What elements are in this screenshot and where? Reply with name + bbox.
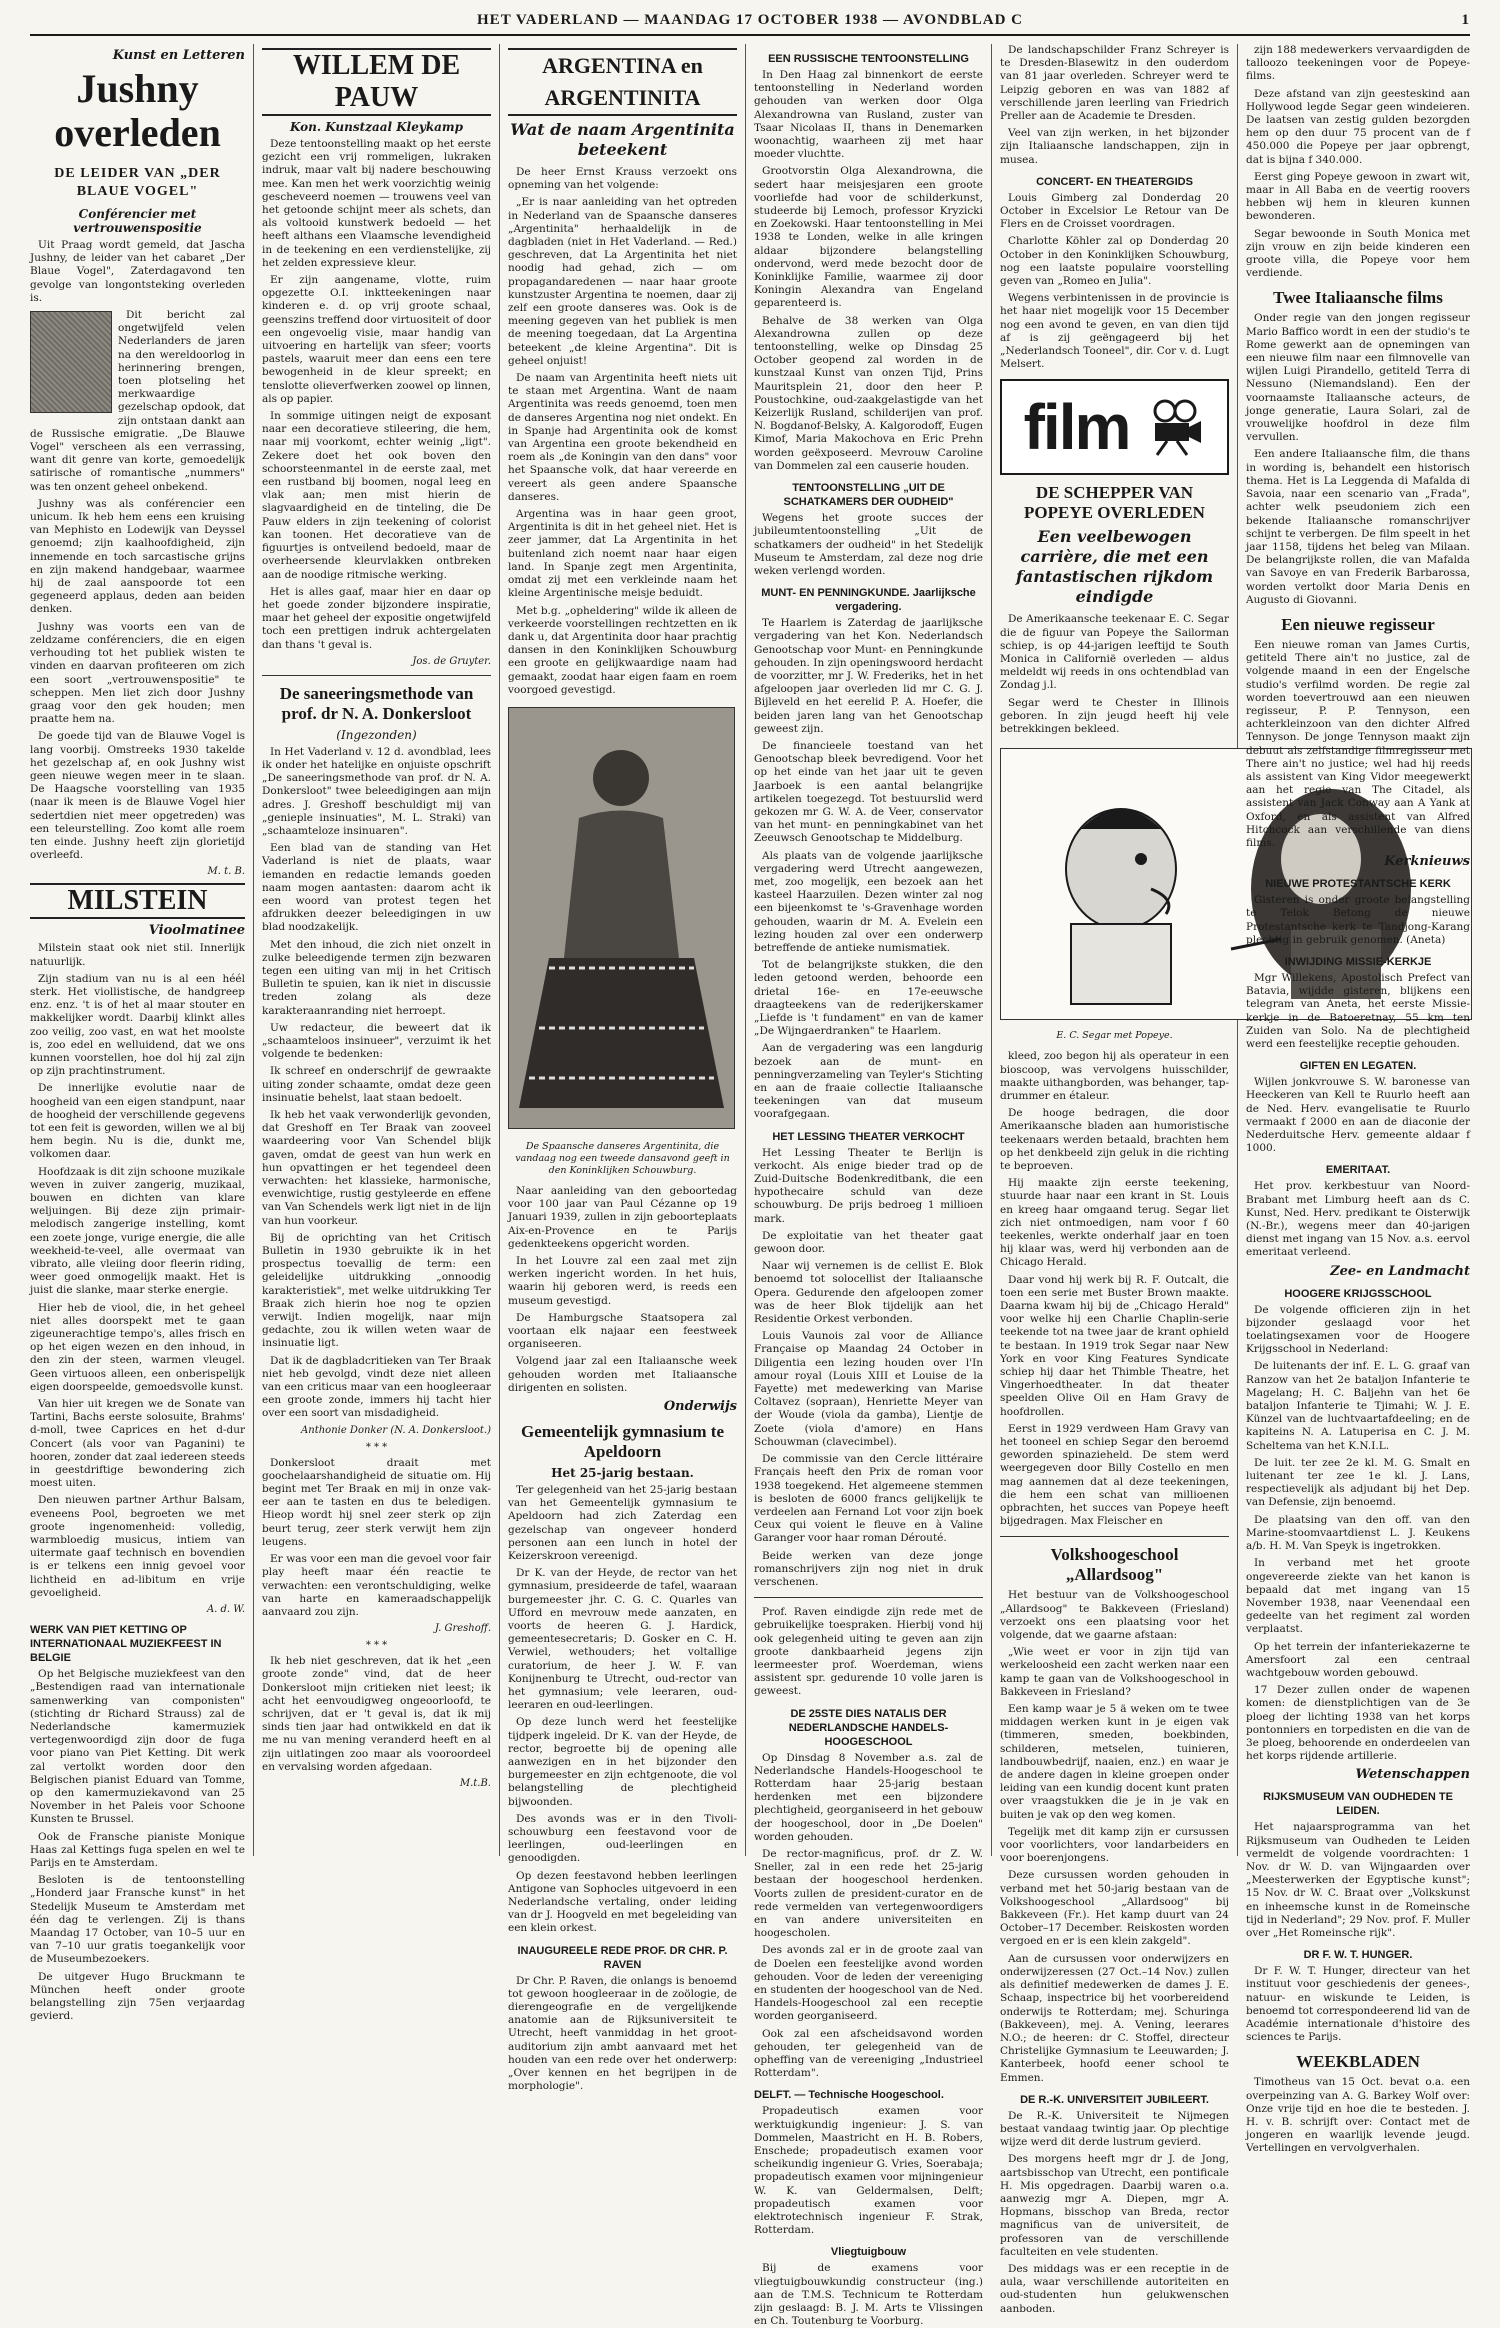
photo-caption: De Spaansche danseres Argentinita, die vandaag nog een tweede dansavond geeft in den Koninklijken Schouwburg. [515, 1140, 730, 1176]
article-subhead: Vioolmatinee [148, 923, 245, 939]
paragraph: De plaatsing van den off. van den Marine-stoomvaartdienst L. J. Keukens a/b. H. M. Van Speyk is ingetrokken. [1246, 1513, 1470, 1553]
paragraph: „Er is naar aanleiding van het optreden in Nederland van de Spaansche danseres „Argentinita" herhaaldelijk in de dagbladen (niet in Het Vaderland. — Red.) geschreven, dat La Argentinita het niet noodig had gehad, zich — om propagandaredenen — naar haar groote kunstzuster Argentina te noemen, daar zij zelf een groote danseres was. Ook is de meening gegeven van het publiek is men de meening toegedaan, dat La Argentina beteekent „de kleine Argentina". Dit is geheel onjuist! [508, 196, 737, 367]
paragraph: Hier heb de viool, die, in het geheel niet alles doorspekt met te gaan zigeunerachtige tempo's, alles frisch en op het eigen wezen en den inhoud, in den zin der steen, warmen vleugel. Geen virtuoos alleen, een onberispelijk eigen doorspeelde, gemoedsvolle kunst. [30, 1301, 245, 1393]
article-headline: DR F. W. T. HUNGER. [1303, 1949, 1413, 1962]
paragraph: Het prov. kerkbestuur van Noord-Brabant met Limburg heeft aan ds C. Kunst, Ned. Herv. predikant te Oisterwijk (N.-Br.), wegens meer dan 40-jarigen dienst met ingang van 15 Nov. a.s. eervol emeritaat verleend. [1246, 1180, 1470, 1259]
paragraph: Jushny was als conférencier een unicum. Ik heb hem eens een kruising van Mephisto en Lodewijk van Deyssel genoemd; zijn kaalhoofdigheid, zijn innemende en toch sarcastische grijns en zijn makend handgebaar, waarmee hij de zaal aanspoorde tot een gegeneerd applaus, deden aan beiden denken. [30, 497, 245, 616]
paragraph: De R.-K. Universiteit te Nijmegen bestaat vandaag twintig jaar. Op plechtige wijze werd dit derde lustrum gevierd. [1000, 2109, 1229, 2149]
article-subhead: Kon. Kunstzaal Kleykamp [289, 120, 464, 134]
paragraph: De uitgever Hugo Bruckmann te München heeft onder groote belangstelling zijn 75en verjaardag gevierd. [30, 1970, 245, 2023]
paragraph: Op Dinsdag 8 November a.s. zal de Nederlandsche Handels-Hoogeschool te Rotterdam haar 25-jarig bestaan herdenken met een bijzondere plechtigheid, georganiseerd in het gebouw der hoogeschool, door in „De Doelen" worden gehouden. [754, 1751, 983, 1843]
paragraph: Op het Belgische muziekfeest van den „Bestendigen raad van internationale samenwerking van componisten" (stichting dr Richard Strauss) zal de Nederlandsche kamermuziek vertegenwoordigd zijn door de fuga voor piano van Piet Ketting. Dit werk zal vertolkt worden door den Belgischen pianist Eduard van Tomme, op den kamermuziekavond van 25 November in het Paleis voor Schoone Kunsten te Brussel. [30, 1668, 245, 1826]
paragraph: De luitenants der inf. E. L. G. graaf van Ranzow van het 2e bataljon Infanterie te Magelang; H. C. Baljehn van het 6e bataljon Infanterie te Tjimahi; W. J. E. Künzel van de luchtvaartafdeeling; en de kapiteins N. A. Latuperisa en C. J. M. Scheltema van het K.N.I.L. [1246, 1360, 1470, 1452]
paragraph: Deze tentoonstelling maakt op het eerste gezicht een vrij rommeligen, lukraken indruk, maar valt bij nadere beschouwing mee. Kan men het werk voorzichtig weinig gescheveerd noemen — trouwens veel van het getoonde schijnt meer als schets, dan als voltooid kunstwerk bedoeld — het heeft althans een Vlaamsche levendigheid in de teekening en een verdienstelijke, zij het zelden expressieve kleur. [262, 138, 491, 269]
column-3 [508, 44, 737, 2093]
article-subhead: DE LEIDER VAN „DER BLAUE VOGEL" [54, 166, 221, 199]
paragraph: Een andere Italiaansche film, die thans in wording is, behandelt een historisch thema. Het is La Leggenda di Mafalda di Savoia, naar een scenario van „Frada", achter welk pseudoniem zich een bekende Italiaansche romanschrijver schijnt te verbergen. De film speelt in het jaar 1158, tijdens het beleg van Milaan. De belangrijkste rollen, die van Mafalda van Savoye en van Frederik Barbarossa, worden vertolkt door Maria Denis en Augusto di Giovanni. [1246, 448, 1470, 606]
paragraph: Hoofdzaak is dit zijn schoone muzikale weven in zuiver zangerig, muzikaal, bouwen en dichten van klare weljuingen. Bij deze zijn primair-melodisch zangerige instelling, komt een zoete jonge, vurige energie, die alle weekheid-te-veel, alle overmaat van vibrato, alle vleiing door fleerin riding, weer goed onmogelijk maakt. Het is juist die slanke, maar sterke energie. [30, 1165, 245, 1297]
paragraph: Dr Chr. P. Raven, die onlangs is benoemd tot gewoon hoogleeraar in de zoölogie, de dierengeografie en de vergelijkende anatomie aan de Rijksuniversiteit te Utrecht, heeft vanmiddag in het groot-auditorium zijn ambt aanvaard met het houden van een rede over het onderwerp: „Over kennen en het begrijpen in de morphologie". [508, 1974, 737, 2093]
article-headline: NIEUWE PROTESTANTSCHE KERK [1265, 878, 1451, 891]
paragraph: Met b.g. „opheldering" wilde ik alleen de verkeerde voorstellingen rechtzetten en ik dank u, dat Argentinita door haar prachtig dansen in den Koninklijken Schouwburg een groote en gelijkwaardige naam had gemaakt, zoodat haar eigen faam en roem voorgoed gevestigd. [508, 604, 737, 696]
paragraph: Op deze lunch werd het feestelijke tijdperk ingeleid. Dr K. van der Heyde, de rector, begroette bij de opening alle aanwezigen en in het bijzonder den burgemeester en zijn echtgenoote, die vol belangstelling de plechtigheid bijwoonden. [508, 1716, 737, 1808]
article-subhead: (Ingezonden) [336, 727, 417, 742]
article-headline: HET LESSING THEATER VERKOCHT [772, 1130, 965, 1143]
article-subhead: Wat de naam Argentinita beteekent [510, 120, 735, 159]
paragraph: Deze afstand van zijn geesteskind aan Hollywood legde Segar geen windeieren. De laatsen van zestig gulden bezorgden hem op den duur 75 procent van de f 450.000 die Popeye per jaar opbrengt, dat is bijna f 340.000. [1246, 87, 1470, 166]
paragraph: Milstein staat ook niet stil. Innerlijk natuurlijk. [30, 942, 245, 968]
film-section-banner [1000, 379, 1229, 475]
paragraph: Des avonds was er in den Tivoli-schouwburg een feestavond voor de leerlingen, oud-leerlingen en genoodigden. [508, 1812, 737, 1865]
article-headline: Jushny overleden [54, 66, 221, 155]
column-2 [262, 44, 491, 1856]
article-headline: WEEKBLADEN [1296, 2052, 1420, 2072]
paragraph: Uit Praag wordt gemeld, dat Jascha Jushny, de leider van het cabaret „Der Blaue Vogel", Zaterdagavond ten gevolge van longontsteking overleden is. [30, 239, 245, 304]
paragraph: Als plaats van de volgende jaarlijksche vergadering werd Utrecht aangewezen, met, zoo mogelijk, een bezoek aan het kasteel Haarzuilen. Dezen winter zal nog een bijeenkomst te 's-Gravenhage worden gehouden, waarin dr M. A. Evelein een lezing houden zal over een onderwerp betreffende de antieke numismatiek. [754, 849, 983, 954]
paragraph: Wijlen jonkvrouwe S. W. baronesse van Heeckeren van Kell te Ruurlo heeft aan de Ned. Herv. evangelisatie te Ruurlo vermaakt f 2000 en aan de diaconie der Nederduitsche Herv. gemeente aldaar f 1000. [1246, 1076, 1470, 1155]
separator-stars: * * * [365, 1640, 388, 1652]
paragraph: De exploitatie van het theater gaat gewoon door. [754, 1229, 983, 1256]
article-headline: Gemeentelijk gymnasium te Apeldoorn [520, 1421, 725, 1461]
paragraph: Op het terrein der infanteriekazerne te Amersfoort zal een centraal wachtgebouw worden gebouwd. [1246, 1640, 1470, 1679]
film-camera-icon [1145, 397, 1205, 457]
column-rule [253, 44, 254, 1856]
column-1 [30, 44, 245, 2023]
paragraph: Het is alles gaaf, maar hier en daar op het goede zonder bijzondere inspiratie, maar het geheel der expositie ongetwijfeld toch een prettigen indruk achtergelaten dan thans 't geval is. [262, 585, 491, 651]
paragraph: Donkersloot draait met goochelaarshandigheid de situatie om. Hij begint met Ter Braak en mij in onze vak-eer aan te tasten en dus te beledigen. Hieop wordt hij snel zeer sterk op zijn beurt terug, zeer sterk verwijt hem zijn leugens. [262, 1456, 491, 1548]
paragraph: Van hier uit kregen we de Sonate van Tartini, Bachs eerste solosuite, Brahms' d-moll, twee Caprices en het d-dur Concert (als voor van Paganini) te hooren, zonder dat zaal iedereen steeds in geestdriftige bewondering zich moest uiten. [30, 1398, 245, 1490]
article-headline: WERK VAN PIET KETTING OP INTERNATIONAAL MUZIEKFEEST IN BELGIE [30, 1624, 222, 1665]
paragraph: Daar vond hij werk bij R. F. Outcalt, die toen een serie met Buster Brown maakte. Daarna kwam hij bij de „Chicago Herald" voor welke hij een Charlie Chaplin-serie teekende tot na twee jaar de krant ophield te bestaan. In 1919 trok Segar naar New York en voor King Features Syndicate schiep hij daar het Thimble Theatre, het Vingerhoedtheater. In dat theater speelden Olive Oil en Ham Gravy de hoofdrollen. [1000, 1273, 1229, 1418]
paragraph: Ook zal een afscheidsavond worden gehouden, ter gelegenheid van de opheffing van de vereeniging „Industrieel Rotterdam". [754, 2027, 983, 2080]
paragraph: Er zijn aangename, vlotte, ruim opgezette O.I. inktteekeningen naar kinderen e. d. op vrij groote schaal, geenszins treffend door virtuositeit of door een ongevoelig visie, maar handig van uitvoering en hartelijk van sfeer; voorts pastels, waaruit meer dan eens een tere bewogenheid in de kleur spreekt; en tenslotte olieverfwerken zoowel op linnen, als op papier. [262, 274, 491, 405]
paragraph: De landschapschilder Franz Schreyer is te Dresden-Blasewitz in den ouderdom van 81 jaar overleden. Schreyer werd te Leipzig geboren en was van 1882 af verschillende jaren leerling van Friedrich Preller aan de Academie te Dresden. [1000, 44, 1229, 123]
column-rule [499, 44, 500, 1856]
article-headline: DE 25STE DIES NATALIS DER NEDERLANDSCHE HANDELS-HOOGESCHOOL [788, 1707, 949, 1748]
article-headline: HOOGERE KRIJGSSCHOOL [1284, 1287, 1432, 1300]
paragraph: Prof. Raven eindigde zijn rede met de gebruikelijke toespraken. Hierbij vond hij ook gelegenheid uiting te geven aan zijn groote dankbaarheid jegens zijn leermeester prof. Woerdeman, wiens assistent spr. gedurende 10 volle jaren is geweest. [754, 1606, 983, 1698]
signature: Jos. de Gruyter. [412, 655, 491, 667]
paragraph: Het najaarsprogramma van het Rijksmuseum van Oudheden te Leiden vermeldt de volgende voordrachten: 1 Nov. dr W. D. van Wijngaarden over „Meesterwerken der Egyptische kunst"; 15 Nov. dr W. C. Braat over „Volkskunst en inheemsche kunst in de Romeinsche tijd in Nederland"; 29 Nov. prof. F. Muller over „Het Romeinsche rijk". [1246, 1821, 1470, 1939]
article-headline: Volkshoogeschool „Allardsoog" [1050, 1545, 1179, 1585]
article-headline: RIJKSMUSEUM VAN OUDHEDEN TE LEIDEN. [1263, 1791, 1453, 1818]
column-6 [1246, 44, 1470, 2155]
paragraph: Jushny was voorts een van de zeldzame conférenciers, die en eigen verhouding tot het publiek wisten te vinden en daarvan profiteeren om zich een soort „vertrouwenspositie" te scheppen. Men liet zich door Jushny graag voor den gek houden; men praatte hem na. [30, 620, 245, 726]
article-headline: Vliegtuigbouw [830, 2246, 907, 2259]
paragraph: Gisteren is onder groote belangstelling te Telok Betong de nieuwe Protestantsche kerk te Tandjong-Karang plechtig in gebruik genomen. (Aneta) [1246, 894, 1470, 946]
signature: A. d. W. [206, 1604, 245, 1616]
paragraph: „Wie weet er voor in zijn tijd van werkeloosheid een zacht werken naar een kamp te gaan van de Volkshoogeschool in Bakkeveen in Friesland? [1000, 1646, 1229, 1698]
column-rule [745, 44, 746, 1856]
paragraph: De volgende officieren zijn in het bijzonder geslaagd voor het toelatingsexamen voor de Hoogere Krijgsschool in Nederland: [1246, 1303, 1470, 1356]
paragraph: kleed, zoo begon hij als operateur in een bioscoop, was vervolgens huisschilder, maakte uithangborden, was behanger, tap-drummer en étaleur. [1000, 1050, 1229, 1102]
article-headline: MUNT- EN PENNINGKUNDE. Jaarlijksche vergadering. [761, 587, 976, 614]
article-headline: INWIJDING MISSIE-KERKJE [1284, 955, 1432, 968]
paragraph: Eerst ging Popeye gewoon in zwart wit, maar in All Baba en de veertig roovers hebben wij hem in kleuren kunnen bewonderen. [1246, 170, 1470, 223]
paragraph: Onder regie van den jongen regisseur Mario Baffico wordt in een der studio's te Rome gewerkt aan de opnemingen van een nieuwe film naar een filmnovelle van wijlen Luigi Pirandello, getiteld Terra di Nessuno (Niemandsland). Een der voornaamste Italiaansche acteurs, de jonge generatie, Laura Solari, zal de vrouwelijke hoofdrol in deze film vervullen. [1246, 312, 1470, 444]
paragraph: Des middags was er een receptie in de aula, waar verschillende autoriteiten en oud-studenten hun gelukwenschen aanboden. [1000, 2262, 1229, 2315]
paragraph: Louis Gimberg zal Donderdag 20 October in Excelsior Le Retour van De Flers en de Croisset voordragen. [1000, 191, 1229, 231]
section-label: Wetenschappen [1355, 1767, 1470, 1783]
paragraph: Zijn stadium van nu is al een héél sterk. Het viollistische, de handgreep enz. enz. 't is of het al maar stouter en makkelijker wordt. Daarbij klinkt alles zoo veilig, zoo vast, en wat het moolste is, zoo edel en welluidend, dat we ons kunnen voorstellen, hoe dol hij zal zijn op zijn prachtinstrument. [30, 972, 245, 1078]
paragraph: Mgr Willekens, Apostolisch Prefect van Batavia, wijdde gisteren, blijkens een telegram van Aneta, het eerste Missie-kerkje in de Batoeretnay, 55 km ten Zuiden van Solo. Na de plechtigheid werd een feestelijke receptie gehouden. [1246, 971, 1470, 1050]
paragraph: Beide werken van deze jonge romanschrijvers zijn nog niet in druk verschenen. [754, 1549, 983, 1588]
page-number: 1 [1461, 12, 1470, 28]
paragraph: Ik schreef en onderschrijf de gewraakte uiting zonder schaamte, omdat deze geen insinuatie behelst, laat staan bedoelt. [262, 1065, 491, 1104]
paragraph: De goede tijd van de Blauwe Vogel is lang voorbij. Omstreeks 1930 takelde het gezelschap af, en ook Jushny wist geen nieuwe wegen meer in te slaan. De Haagsche voorstelling van 1935 (naar ik meen is de Blauwe Vogel hier sedertdien niet meer opgetreden) was een teleurstelling. Zoo komt alle roem ten einde. Jushny heeft zijn glorietijd overleefd. [30, 730, 245, 862]
signature: M.t.B. [459, 1777, 491, 1789]
paragraph: Segar bewoonde in South Monica met zijn vrouw en zijn beide kinderen een groote villa, die Popeye voor hem verdiende. [1246, 227, 1470, 280]
paragraph: Ik heb niet geschreven, dat ik het „een groote zonde" vind, dat de heer Donkersloot mijn critieken niet leest; ik acht het eenvoudigweg ongeoorloofd, te schrijven, dat er 't geval is, dat ik mij sinds tien jaar had ontwikkeld en dat ik me nu van mening veranderd heeft en al zijn uitlatingen zoo maar als vooroordeel en vervalsing worden afgedaan. [262, 1655, 491, 1773]
article-headline: DELFT. — Technische Hoogeschool. [754, 2089, 944, 2102]
paragraph: Dr K. van der Heyde, de rector van het gymnasium, presideerde de tafel, waaraan burgemeester jhr. C. G. C. Quarles van Ufford en mevrouw mede aanzaten, en voorts de heeren G. J. Hardick, gemeentesecretaris; D. Gosker en C. H. Verwiel, wethouders; het voltallige curatorium, de heer J. W. F. van Konijnenburg te Utrecht, oud-rector van het gymnasium; vele leeraren, oud-leeraren en oud-leerlingen. [508, 1567, 737, 1712]
paragraph: Des avonds zal er in de groote zaal van de Doelen een feestelijke avond worden gehouden. Voor de leden der vereeniging en studenten der hoogeschool van de Ned. Handels-Hoogeschool zal een receptie worden georganiseerd. [754, 1944, 983, 2023]
paragraph: Uw redacteur, die beweert dat ik „schaamteloos insinueer", verzuimt ik het volgende te bedenken: [262, 1021, 491, 1061]
paragraph: Dr F. W. T. Hunger, directeur van het instituut voor geschiedenis der genees-, natuur- en wiskunde te Leiden, is benoemd tot correspondeerend lid van de Académie internationale d'histoire des sciences te Parijs. [1246, 1965, 1470, 2044]
paragraph: Te Haarlem is Zaterdag de jaarlijksche vergadering van het Kon. Nederlandsch Genootschap voor Munt- en Penningkunde gehouden. In zijn openingswoord herdacht de voorzitter, mr J. W. Frederiks, het in het afgeloopen jaar overleden lid mr C. G. J. Bijleveld en het eerelid P. A. Hoefer, die beiden jaren lang van het Genootschap geweest zijn. [754, 617, 983, 735]
paragraph: Naar wij vernemen is de cellist E. Blok benoemd tot solocellist der Italiaansche Opera. Gedurende den afgeloopen zomer was de heer Blok tijdelijk aan het Residentie Orkest verbonden. [754, 1260, 983, 1326]
paragraph: In Het Vaderland v. 12 d. avondblad, lees ik onder het hatelijke en onjuiste opschrift „De saneeringsmethode van prof. dr N. A. Donkersloot" twee beleedigingen aan mijn adres. J. Greshoff beschuldigt mij van „genieple insinuaties", M. L. Straki) van „schaamteloze insinuaren". [262, 745, 491, 837]
divider [262, 675, 491, 676]
section-label: Onderwijs [663, 1398, 737, 1414]
paragraph: Tot de belangrijkste stukken, die den leden getoond werden, behoorde een drietal 16e- en 17e-eeuwsche draagteekens van de rederijkerskamer „Liefde is 't fundament" en van de kamer „De Wijngaerdranken" te Haarlem. [754, 959, 983, 1038]
column-rule [991, 44, 992, 1856]
paragraph: Met den inhoud, die zich niet onzelt in zulke beleedigende termen zijn bezwaren tegen een uiting van mij in het Critisch Bulletin te spuien, kan ik niet in discussie treden zolang als deze karakteraanranding niet herroept. [262, 938, 491, 1017]
article-headline: MILSTEIN [30, 883, 245, 919]
paragraph: Wegens het groote succes der jubileumtentoonstelling „Uit de schatkamers der oudheid" in het Stedelijk Museum te Amsterdam, zal deze nog drie weken verlengd worden. [754, 512, 983, 577]
paragraph: Een blad van de standing van Het Vaderland is niet de plaats, waar iemanden en redactie lemands goeden naam mogen aantasten: daarom acht ik een woord van protest tegen het afdrukken deezer beleedigingen in uw blad noodzakelijk. [262, 842, 491, 934]
article-headline: ARGENTINA en ARGENTINITA [508, 48, 737, 116]
paragraph: Volgend jaar zal een Italiaansche week gehouden worden met Italiaansche dirigenten en solisten. [508, 1355, 737, 1394]
article-headline: Een nieuwe regisseur [1281, 614, 1435, 634]
article-subhead: Het 25-jarig bestaan. [551, 1465, 694, 1480]
paragraph: Des morgens heeft mgr dr J. de Jong, aartsbisschop van Utrecht, een pontificale H. Mis opgedragen. Daarbij waren o.a. aanwezig mgr A. Diepen, mgr A. Hopmans, bisschop van Breda, rector magnificus van de universiteit, de professoren van de verschillende faculteiten en vele studenten. [1000, 2153, 1229, 2258]
article-headline: WILLEM DE PAUW [262, 48, 491, 116]
section-label: Kunst en Letteren [112, 48, 245, 63]
paragraph: Wegens verbintenissen in de provincie is het haar niet mogelijk voor 15 December nog een avond te geven, en van dien tijd af is zij geëngageerd bij het „Nederlandsch Tooneel", dir. Cor v. d. Lugt Melsert. [1000, 292, 1229, 371]
paragraph: Ook de Fransche pianiste Monique Haas zal Kettings fuga spelen en wel te Parijs en te Amsterdam. [30, 1830, 245, 1869]
paragraph: De Hamburgsche Staatsopera zal voortaan elk najaar een feestweek organiseeren. [508, 1311, 737, 1351]
separator-stars: * * * [365, 1441, 388, 1453]
paragraph: In Den Haag zal binnenkort de eerste tentoonstelling in Nederland worden gehouden van werken door Olga Alexandrowna van Rusland, zuster van Tsaar Nicolaas II, thans in Denemarken woonachtig, waarheen zij met haar moeder vluchtte. [754, 69, 983, 161]
paragraph: Argentina was in haar geen groot, Argentinita is dit in het geheel niet. Het is zeer jammer, dat La Argentinita in het buitenland zich noemt naar haar eigen land. In Spanje zegt men Argentinita, omdat zij met een verkleinde naam het kleine Argentinische meisje beduidt. [508, 508, 737, 600]
column-4 [754, 44, 983, 2328]
paragraph: De Amerikaansche teekenaar E. C. Segar die de figuur van Popeye the Sailorman schiep, is op 44-jarigen leeftijd te South Monica in Californië overleden — aldus meldeldt wij reeds in ons ochtendblad van Zondag j.l. [1000, 613, 1229, 692]
paragraph: De commissie van den Cercle littéraire Français heeft den Prix de roman voor 1938 toegekend. Het algemeene stemmen is besloten de 6000 francs gelijkelijk te verdeelen aan Fernand Lot voor zijn boek Ceux qui voient le fleuve en à Valine Garanger voor haar roman Dérouté. [754, 1453, 983, 1545]
divider [1000, 1536, 1229, 1537]
paragraph: zijn 188 medewerkers vervaardigden de talloozo teekeningen voor de Popeye-films. [1246, 44, 1470, 83]
signature: Anthonie Donker (N. A. Donkersloot.) [301, 1424, 491, 1436]
section-label: Zee- en Landmacht [1330, 1263, 1470, 1279]
paragraph: 17 Dezer zullen onder de wapenen komen: de dienstplichtigen van de 3e ploeg der lichting 1938 van het korps pontonniers en torpedisten en die van de 3e ploeg, behoorende en onderdeelen van het korps rijdende artillerie. [1246, 1684, 1470, 1763]
paragraph: In verband met het groote ongevereerde ziekte van het kanon is bepaald dat met ingang van 15 November 1938, naar Veenendaal een gedeelte van het regiment zal worden verplaatst. [1246, 1557, 1470, 1636]
paragraph: Besloten is de tentoonstelling „Honderd jaar Fransche kunst" in het Stedelijk Museum te Amsterdam met één dag te verlengen. Zij is thans Maandag 17 October, van 10–5 uur en van 7–10 uur gratis toegankelijk voor de Museumbezoekers. [30, 1874, 245, 1966]
paragraph: Behalve de 38 werken van Olga Alexandrowna zullen op deze tentoonstelling, welke op Dinsdag 25 October geopend zal worden in de kunstzaal Kunst van onzen Tijd, Prins Mauritsplein 21, door den heer P. Poustochkine, oud-zaakgelastigde van het Keizerlijk Rusland, schilderijen van prof. N. Bogdanof-Belsky, A. Kalgorodoff, Eugen Kimof, Maria Makochova en Eric Prehn worden geëxposeerd. Mevrouw Caroline van Dommelen zal een causerie houden. [754, 314, 983, 472]
article-subhead: Een veelbewogen carrière, die met een fantastischen rijkdom eindigde [1015, 527, 1214, 607]
paragraph: In sommige uitingen neigt de exposant naar een decoratieve stileering, die hem, naar mij voorkomt, echter weinig „ligt". Zekere doet het ook boven den schoorsteenmantel in de eerste zaal, met een rustband bij boomen, nogal leeg en vlak aan; men mist hierin de slagvaardigheid en de tinteling, die De Pauw elders in zijn teekening of colorist kan toonen. Het decoratieve van de figuurtjes is ontveilend bedoeld, maar de overheersende kleurvlakken ontbreken aan de noodige ritmische werking. [262, 410, 491, 581]
article-subhead: Conférencier met vertrouwenspositie [73, 207, 202, 235]
paragraph: Timotheus van 15 Oct. bevat o.a. een overpeinzing van A. G. Barkey Wolf over: Onze vrije tijd en hoe die te besteden. J. H. v. B. schrijft over: Contact met de jongeren en waarlijk levende jeugd. Vertellingen en vervolgverhalen. [1246, 2076, 1470, 2155]
signature: J. Greshoff. [434, 1623, 491, 1635]
paragraph: De hooge bedragen, die door Amerikaansche bladen aan humoristische teekenaars werden betaald, brachten hem op het denkbeeld zijn geluk in die richting te beproeven. [1000, 1107, 1229, 1172]
paragraph: Veel van zijn werken, in het bijzonder zijn Italiaansche landschappen, zijn in musea. [1000, 127, 1229, 166]
article-headline: INAUGUREELE REDE PROF. DR CHR. P. RAVEN [517, 1944, 728, 1971]
paragraph: Louis Vaunois zal voor de Alliance Française op Maandag 24 October in Diligentia een lezing houden over l'In amour royal (Louis XIII et Louise de la Fayette) met medewerking van Marise Coltavez (sopraan), Henriette Meyer van der Woude (viola da gamba), Lientje de Zoete (viola d'amore) en Hans Schouwman (clavecimbel). [754, 1330, 983, 1448]
paragraph: Ik heb het vaak verwonderlijk gevonden, dat Greshoff en Ter Braak van zooveel waardeering voor Van Schendel blijk gaven, omdat de geest van hun werk en hun opvattingen er het tegendeel deen verwachten: het klassieke, harmonische, evenwichtige, rustig gestyleerde en effene van Van Schendels werk ligt niet in de lijn van hun voorkeur. [262, 1109, 491, 1227]
paragraph: Dit bericht zal ongetwijfeld velen Nederlanders de jaren na den wereldoorlog in herinnering brengen, toen plotseling het merkwaardige gezelschap opdook, dat zijn ontstaan dankt aan de Russische emigratie. „De Blauwe Vogel" verscheen als een verrassing, want dit genre van korte, gemoedelijk satirische of romantische „nummers" was ten onzent geheel onbekend. [30, 309, 245, 493]
paragraph: Bij de oprichting van het Critisch Bulletin in 1930 gebruikte ik in het prospectus toevallig de term: een geleidelijke uitdrukking „onnoodig karakteristiek", met welke uitdrukking Ter Braak zich hierin hoe nog te opzien verwijt. Indien mogelijk, naar mijn gedachte, zou ik willen weten waar de insinuatie ligt. [262, 1231, 491, 1350]
paragraph: Propadeutisch examen voor werktuigkundig ingenieur: J. S. van Dommelen, Maastricht en H. B. Robers, Enschede; propadeutisch examen voor scheikundig ingenieur G. Vries, Soerabaja; propadeutisch examen voor mijningenieur W. K. van Geldermalsen, Delft; propadeutisch examen voor elektrotechnisch ingenieur F. Strak, Rotterdam. [754, 2105, 983, 2237]
dancer-photo [508, 707, 735, 1129]
paragraph: Hij maakte zijn eerste teekening, stuurde haar naar een krant in St. Louis en kreeg haar omgaand terug. Segar liet zich niet ontmoedigen, nam voor f 60 teekenles, werkte onderhalf jaar en toen hij klaar was, werd hij verbonden aan de Chicago Herald. [1000, 1177, 1229, 1269]
article-headline: DE SCHEPPER VAN POPEYE OVERLEDEN [1024, 483, 1205, 523]
paragraph: De luit. ter zee 2e kl. M. G. Smalt en luitenant ter zee 1e kl. J. Lans, respectievelijk als adjudant bij het Dep. van Defensie, zijn benoemd. [1246, 1456, 1470, 1509]
paragraph: Aan de cursussen voor onderwijzers en onderwijzeressen (27 Oct.–14 Nov.) zullen als definitief medewerken de dames J. E. Schaap, inspectrice bij het voorbereidend onderwijs te Rotterdam; mej. Schuringa (Bakkeveen), mej. A. Vening, leerares N.O.; de heeren: dr C. Stoffel, directeur Christelijke Gymnasium te Leeuwarden; J. Kanterbeek, hoofd eener school te Emmen. [1000, 1952, 1229, 2084]
film-label: film [1023, 391, 1130, 464]
paragraph: Een kamp waar je 5 ä weken om te twee middagen werken kunt in je eigen vak (timmeren, smeden, boekbinden, schilderen, metselen, tuinieren, landbouwbedrijf, naaien, enz.) en waar je de andere dagen in kleine groepen onder leiding van een kundig docent kunt praten over vraagstukken die je in je vak en buiten je vak op den weg komen. [1000, 1703, 1229, 1821]
article-headline: Twee Italiaansche films [1273, 288, 1443, 308]
portrait-photo [30, 311, 112, 413]
article-headline: GIFTEN EN LEGATEN. [1299, 1060, 1417, 1073]
masthead-title: HET VADERLAND — MAANDAG 17 OCTOBER 1938 — AVONDBLAD C [477, 12, 1023, 28]
paragraph: Den nieuwen partner Arthur Balsam, eveneens Pool, begroeten we met groote ingenomenheid: volledig, warmbloedig musicus, intiem van uitermate gaaf technisch en bovendien is er telkens een innig gevoel voor lichtheid en ad-libitum en vrije gevoeligheid. [30, 1494, 245, 1599]
paragraph: Charlotte Köhler zal op Donderdag 20 October in den Koninklijken Schouwburg, nog een laatste populaire voorstelling geven van „Romeo en Julia". [1000, 235, 1229, 288]
paragraph: Het Lessing Theater te Berlijn is verkocht. Als enige bieder trad op de Zuid-Duitsche Bodenkreditbank, die een hypothecaire schuld van deze schouwburg. De prijs bedroeg 1 millioen mark. [754, 1146, 983, 1225]
paragraph: Eerst in 1929 verdween Ham Gravy van het tooneel en schiep Segar den beroemd geworden spinazieheld. De stem werd weergegeven door Billy Costello en men mag aannemen dat al deze teekeningen, die hem een schat van millioenen opbrachten, het succes van Popeye heeft bijgedragen. Max Fleischer en [1000, 1422, 1229, 1528]
paragraph: De innerlijke evolutie naar de hoogheid van een eigen standpunt, naar de hoogheid der verschillende gegevens tot een feit is geworden, willen we al bij hem begin. Nu is die, dunkt me, volkomen daar. [30, 1082, 245, 1161]
paragraph: Bij de examens voor vliegtuigbouwkundig constructeur (ing.) aan de T.M.S. Technicum te Rotterdam zijn geslaagd: B. J. M. Arts te Vlissingen en Ch. Toutenburg te Voorburg. [754, 2262, 983, 2328]
article-headline: DE R.-K. UNIVERSITEIT JUBILEERT. [1020, 2093, 1209, 2106]
paragraph: Dat ik de dagbladcritieken van Ter Braak niet heb gevolgd, vindt deze niet alleen van een criticus maar van een hoogleeraar een groote zonde, immers hij tacht hier over een soort van misdadigheid. [262, 1354, 491, 1420]
article-headline: EEN RUSSISCHE TENTOONSTELLING [768, 53, 969, 65]
masthead [30, 6, 1470, 36]
column-5 [1000, 44, 1229, 2315]
paragraph: Een nieuwe roman van James Curtis, getiteld There ain't no justice, zal de volgende maand in een der Engelsche studio's verfilmd worden. De regie zal worden toevertrouwd aan een nieuwen regisseur, P. P. Tennyson, een achterkleinzoon van den dichter Alfred Tennyson. De jonge Tennyson maakt zijn debuut als zelfstandige filmregisseur met There ain't no justice; wel had hij reeds als assistent van King Vidor meegewerkt aan het regie van The Citadel, als assistent van Jack Conway aan A Yank at Oxford, en als assistent van Alfred Hitchcock aan verschillende van diens films. [1246, 638, 1470, 849]
cartoon-caption: E. C. Segar met Popeye. [1056, 1030, 1173, 1042]
paragraph: Ter gelegenheid van het 25-jarig bestaan van het Gemeentelijk gymnasium te Apeldoorn had zich Zaterdag een gezelschap van ongeveer honderd personen aan een lunch in hotel der Keizerskroon vereenigd. [508, 1483, 737, 1562]
article-headline: CONCERT- EN THEATERGIDS [1036, 175, 1193, 188]
paragraph: Op dezen feestavond hebben leerlingen Antigone van Sophocles uitgevoerd in een Nederlandsche vertaling, onder leiding van dr J. Hoogveld en met begeleiding van een klein orkest. [508, 1869, 737, 1935]
signature: M. t. B. [207, 866, 245, 878]
paragraph: Tegelijk met dit kamp zijn er cursussen voor voorlichters, voor landarbeiders en voor boerenjongens. [1000, 1825, 1229, 1865]
paragraph: Segar werd te Chester in Illinois geboren. In zijn jeugd heeft hij vele betrekkingen bekleed. [1000, 696, 1229, 736]
paragraph: Aan de vergadering was een langdurig bezoek aan de munt- en penningverzameling van Teyler's Stichting en aan de fraaie collectie Italiaansche teekeningen van dat museum voorafgegaan. [754, 1042, 983, 1121]
paragraph: Het bestuur van de Volkshoogeschool „Allardsoog" te Bakkeveen (Friesland) verzoekt ons een plaatsing voor het volgende, dat we gaarne afstaan: [1000, 1589, 1229, 1642]
paragraph: Er was voor een man die gevoel voor fair play heeft maar één reactie te verwachten: een verontschuldiging, welke van harte en kameraadschappelijk aanvaard zou zijn. [262, 1553, 491, 1618]
paragraph: De financieele toestand van het Genootschap bleek bevredigend. Voor het op het einde van het jaar uit te geven Jaarboek is een aantal belangrijke artikelen toegezegd. Tot bestuurslid werd gekozen mr G. W. A. de Veer, conservator van het munt- en penningkabinet van het Zeeuwsch Genootschap te Middelburg. [754, 739, 983, 845]
divider [754, 1597, 983, 1598]
paragraph: De heer Ernst Krauss verzoekt ons opneming van het volgende: [508, 166, 737, 192]
article-headline: EMERITAAT. [1325, 1164, 1391, 1177]
section-label: Kerknieuws [1384, 854, 1470, 870]
article-headline: TENTOONSTELLING „UIT DE SCHATKAMERS DER OUDHEID" [783, 482, 954, 509]
paragraph: De naam van Argentinita heeft niets uit te staan met Argentina. Want de naam Argentinita was reeds genoemd, toen men de danseres Argentina nog niet ondekt. En in Spanje had Argentinita ook de komst van Argentina een groote bekendheid en roem als „de Koningin van den dans" voor het Spaansche volk, dat haar vereerde en vereert als geen andere Spaansche danseres. [508, 372, 737, 503]
paragraph: In het Louvre zal een zaal met zijn werken ingericht worden. In het huis, waarin hij geboren werd, is reeds een museum gevestigd. [508, 1254, 737, 1307]
paragraph: Naar aanleiding van den geboortedag voor 100 jaar van Paul Cézanne op 19 Januari 1939, zullen in zijn geboorteplaats Aix-en-Provence en te Parijs gedenkteekens opgericht worden. [508, 1184, 737, 1250]
paragraph: De rector-magnificus, prof. dr Z. W. Sneller, zal in een rede het 25-jarig bestaan der hoogeschool herdenken. Voorts zullen de president-curator en de rede vermelden van vertegenwoordigers en van andere universiteiten en hoogescholen. [754, 1847, 983, 1940]
paragraph: Grootvorstin Olga Alexandrowna, die sedert haar meisjesjaren een groote voorliefde had voor de schilderkunst, studeerde bij Lemoch, professor Kryzicki en Zoekowski. Haar tentoonstelling in Mei 1938 te Londen, welke in alle kringen aldaar bijzondere belangstelling ondervond, werd mede bezocht door de Koninklijke Familie, waarmee zij door Koningin Alexandra van Engeland geparenteerd is. [754, 165, 983, 310]
article-headline: De saneeringsmethode van prof. dr N. A. Donkersloot [279, 683, 474, 723]
paragraph: Deze cursussen worden gehouden in verband met het 50-jarig bestaan van de Volkshoogeschool „Allardsoog" bij Bakkeveen (Fr.). Het kamp duurt van 24 October–17 December. Reiskosten worden vergoed en er is een klein zakgeld". [1000, 1869, 1229, 1948]
